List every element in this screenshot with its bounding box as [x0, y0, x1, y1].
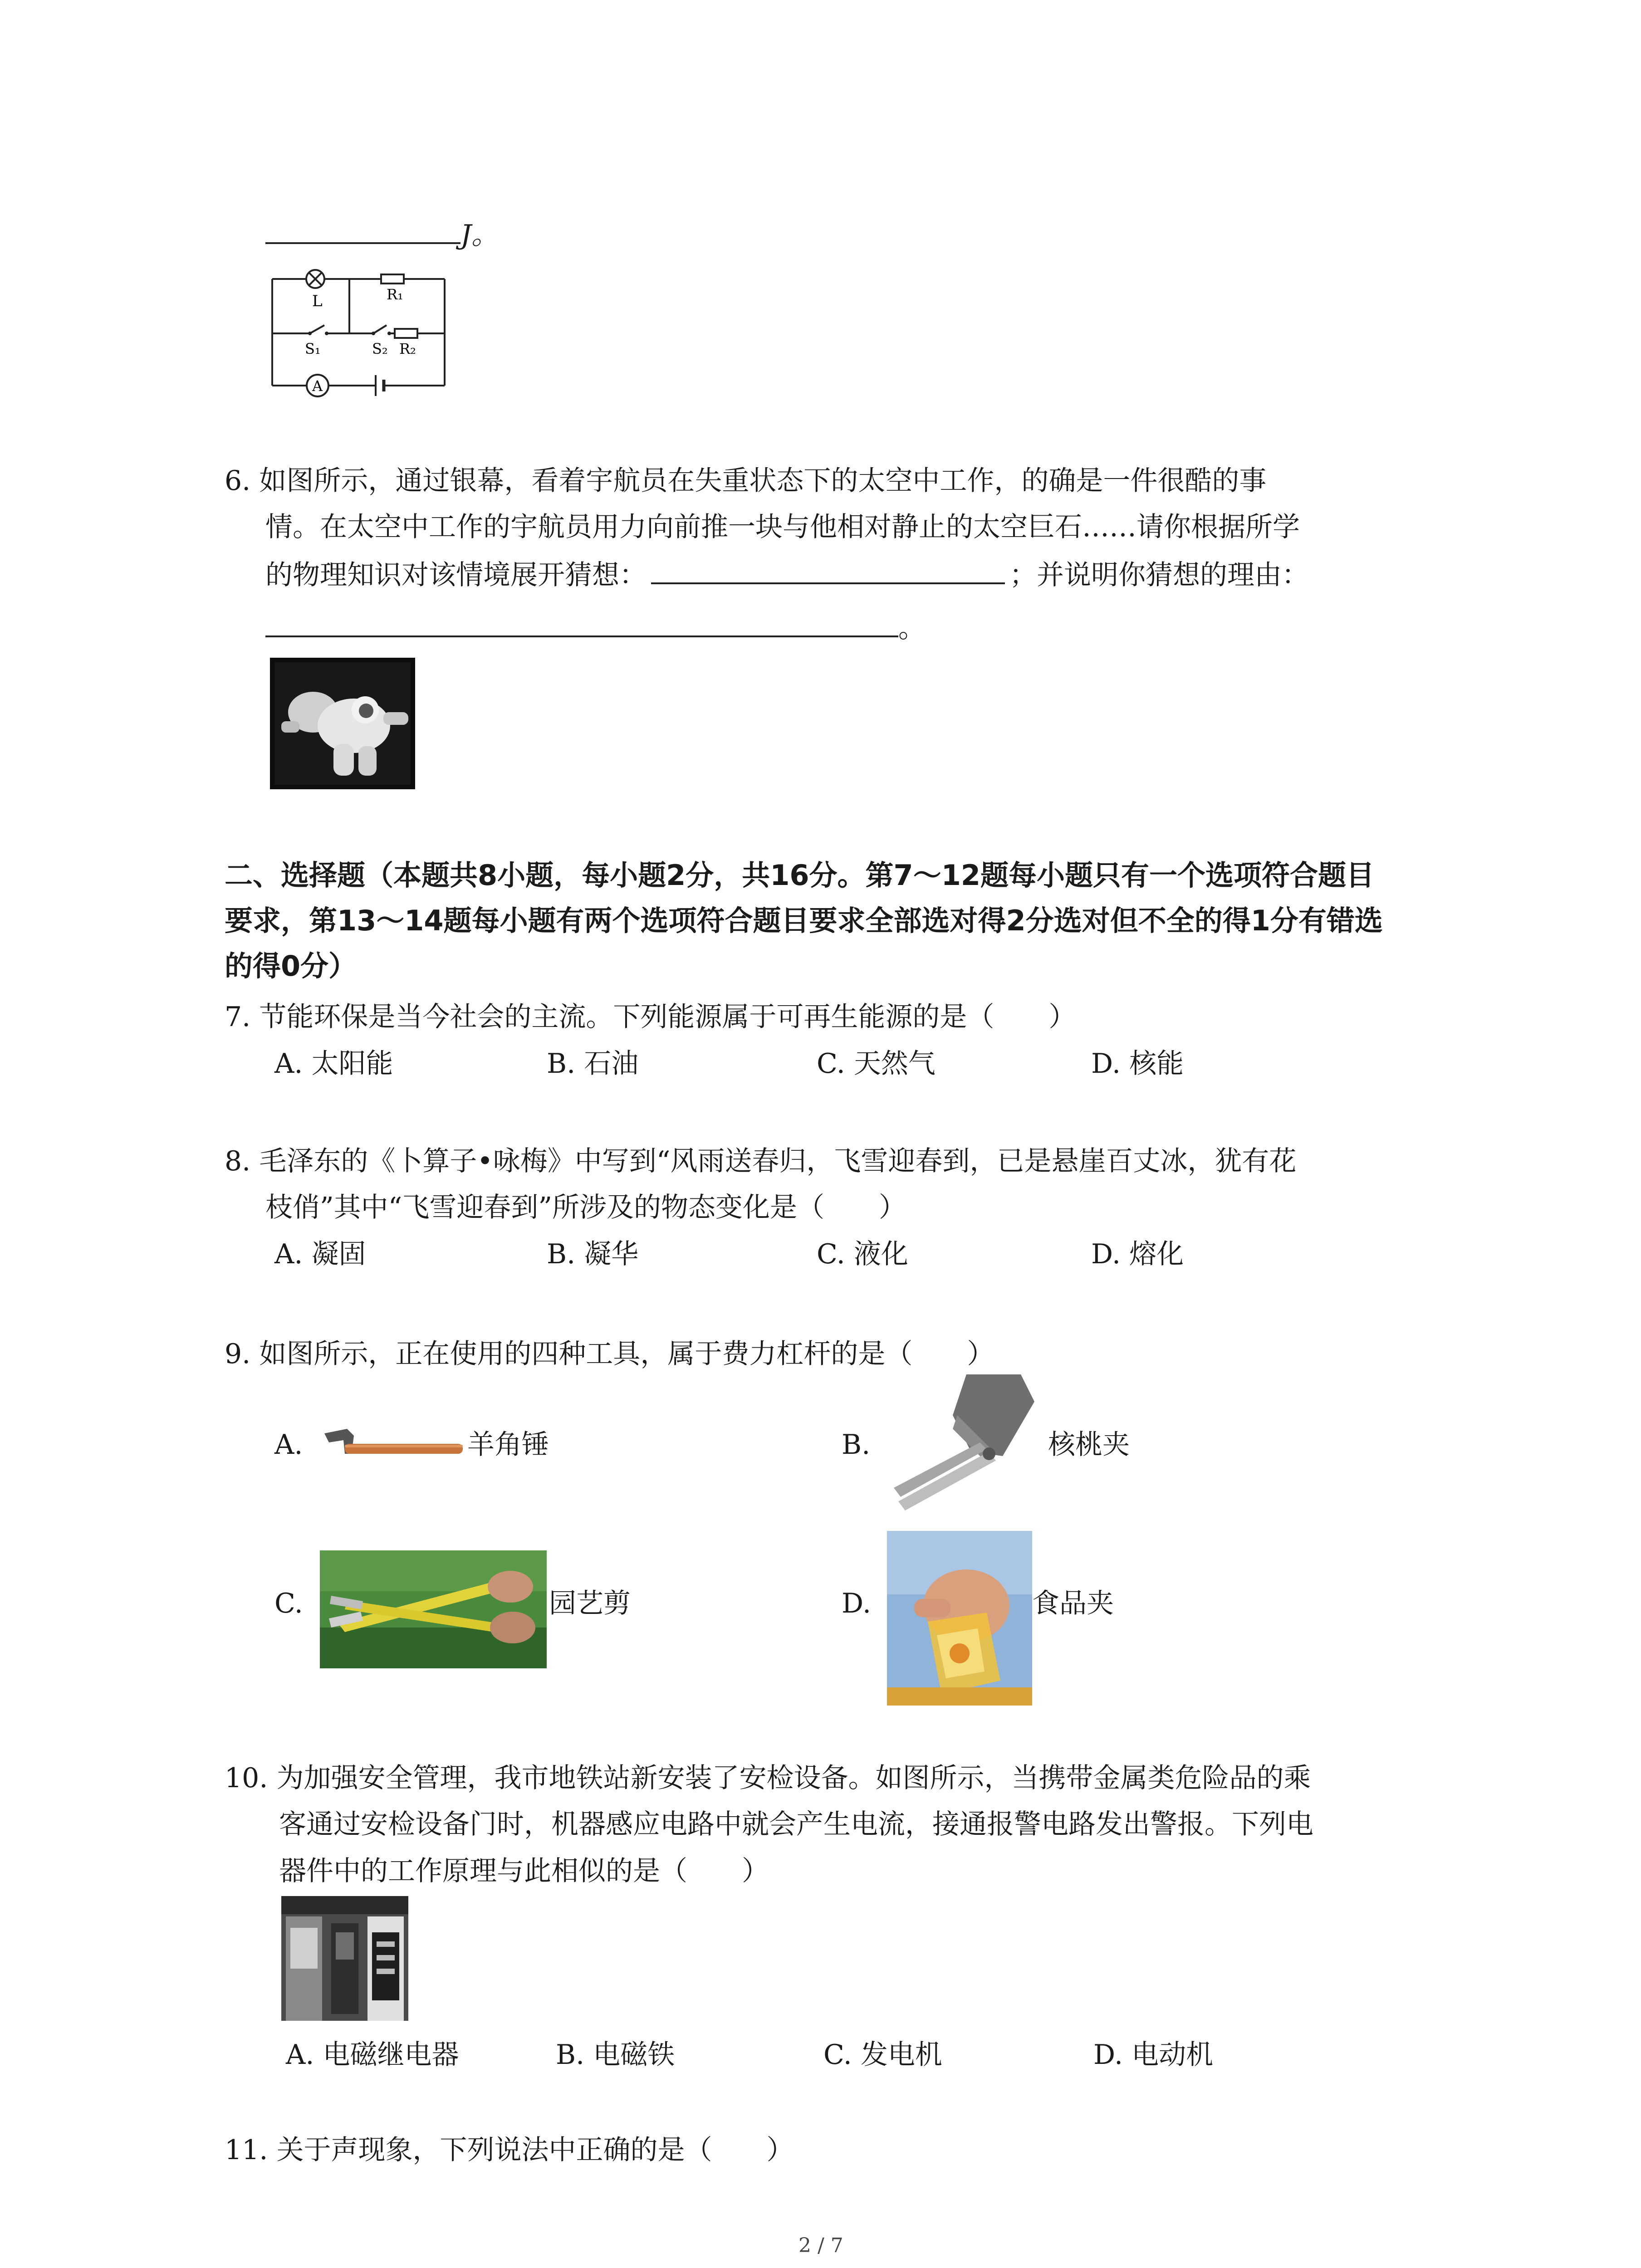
- q7-stem: 7. 节能环保是当今社会的主流。下列能源属于可再生能源的是（ ）: [225, 1001, 1076, 1033]
- q6-guess-blank[interactable]: [651, 555, 1005, 584]
- q6-line4-end: 。: [898, 612, 926, 644]
- lamp-icon: [306, 270, 324, 288]
- page-number: 2 / 7: [798, 2234, 843, 2257]
- q10-option-b[interactable]: B. 电磁铁: [556, 2039, 675, 2071]
- label-S1: S₁: [305, 340, 321, 357]
- q7-option-c[interactable]: C. 天然气: [817, 1048, 936, 1080]
- astronaut-photo: [270, 658, 415, 789]
- label-L: L: [312, 292, 323, 310]
- circuit-diagram: [263, 261, 454, 406]
- q9-option-a-letter[interactable]: A.: [274, 1429, 303, 1461]
- q6-reason-line: [265, 606, 926, 651]
- switch-s2-icon: [372, 325, 391, 335]
- label-S2: S₂: [372, 340, 388, 357]
- switch-s1-icon: [308, 325, 328, 335]
- food-tongs-photo: [887, 1531, 1032, 1706]
- q9-option-c-letter[interactable]: C.: [274, 1588, 303, 1619]
- label-R2: R₂: [399, 340, 416, 357]
- q10-option-d[interactable]: D. 电动机: [1093, 2039, 1214, 2071]
- battery-icon: [376, 375, 384, 396]
- q10-option-c[interactable]: C. 发电机: [823, 2039, 942, 2071]
- q8-option-a[interactable]: A. 凝固: [274, 1238, 366, 1270]
- q7-option-a[interactable]: A. 太阳能: [274, 1048, 393, 1080]
- resistor-r2-icon: [395, 329, 417, 338]
- q6-line3a: 的物理知识对该情境展开猜想：: [265, 559, 647, 591]
- security-gate-photo: [281, 1896, 408, 2021]
- section2-line1: 二、选择题（本题共8小题，每小题2分，共16分。第7～12题每小题只有一个选项符合题目: [225, 859, 1374, 892]
- q9-option-a-label: 羊角锤: [467, 1429, 549, 1461]
- section2-line2: 要求，第13～14题每小题有两个选项符合题目要求全部选对得2分选对但不全的得1分有错选: [225, 904, 1383, 937]
- q9-option-c-label: 园艺剪: [549, 1588, 631, 1619]
- q9-stem: 9. 如图所示，正在使用的四种工具，属于费力杠杆的是（ ）: [225, 1338, 994, 1370]
- q6-line3: [265, 552, 1309, 598]
- q9-option-b-label: 核桃夹: [1048, 1429, 1130, 1461]
- q9-option-d-letter[interactable]: D.: [842, 1588, 872, 1619]
- q5-unit: J。: [460, 219, 499, 251]
- q8-option-d[interactable]: D. 熔化: [1091, 1238, 1184, 1270]
- q8-option-b[interactable]: B. 凝华: [547, 1238, 639, 1270]
- q7-option-b[interactable]: B. 石油: [547, 1048, 639, 1080]
- answer-blank[interactable]: [265, 215, 460, 244]
- q9-option-b-letter[interactable]: B.: [842, 1429, 871, 1461]
- q10-line1: 10. 为加强安全管理，我市地铁站新安装了安检设备。如图所示，当携带金属类危险品的乘: [225, 1762, 1311, 1794]
- resistor-r1-icon: [381, 274, 404, 284]
- q6-line2: 情。在太空中工作的宇航员用力向前推一块与他相对静止的太空巨石……请你根据所学: [265, 511, 1300, 543]
- q8-line2: 枝俏”其中“飞雪迎春到”所涉及的物态变化是（ ）: [265, 1192, 906, 1223]
- q8-option-c[interactable]: C. 液化: [817, 1238, 908, 1270]
- nutcracker-icon: [885, 1374, 1048, 1520]
- q5-answer-line: [265, 212, 499, 258]
- q6-line1: 6. 如图所示，通过银幕，看着宇航员在失重状态下的太空中工作，的确是一件很酷的事: [225, 465, 1267, 497]
- q7-option-d[interactable]: D. 核能: [1091, 1048, 1184, 1080]
- q10-line2: 客通过安检设备门时，机器感应电路中就会产生电流，接通报警电路发出警报。下列电: [279, 1809, 1313, 1840]
- garden-shears-photo: [320, 1550, 547, 1668]
- q9-option-d-label: 食品夹: [1032, 1588, 1114, 1619]
- q10-line3: 器件中的工作原理与此相似的是（ ）: [279, 1855, 769, 1887]
- section2-line3: 的得0分）: [225, 949, 357, 982]
- q6-reason-blank[interactable]: [265, 608, 898, 637]
- label-A: A: [312, 377, 323, 395]
- q11-stem: 11. 关于声现象，下列说法中正确的是（ ）: [225, 2134, 794, 2166]
- q6-line3b: ；并说明你猜想的理由：: [1009, 559, 1309, 591]
- q8-line1: 8. 毛泽东的《卜算子•咏梅》中写到“风雨送春归，飞雪迎春到，已是悬崖百丈冰，犹有花: [225, 1145, 1297, 1177]
- label-R1: R₁: [387, 286, 403, 303]
- hammer-icon: [320, 1422, 465, 1476]
- q10-option-a[interactable]: A. 电磁继电器: [286, 2039, 459, 2071]
